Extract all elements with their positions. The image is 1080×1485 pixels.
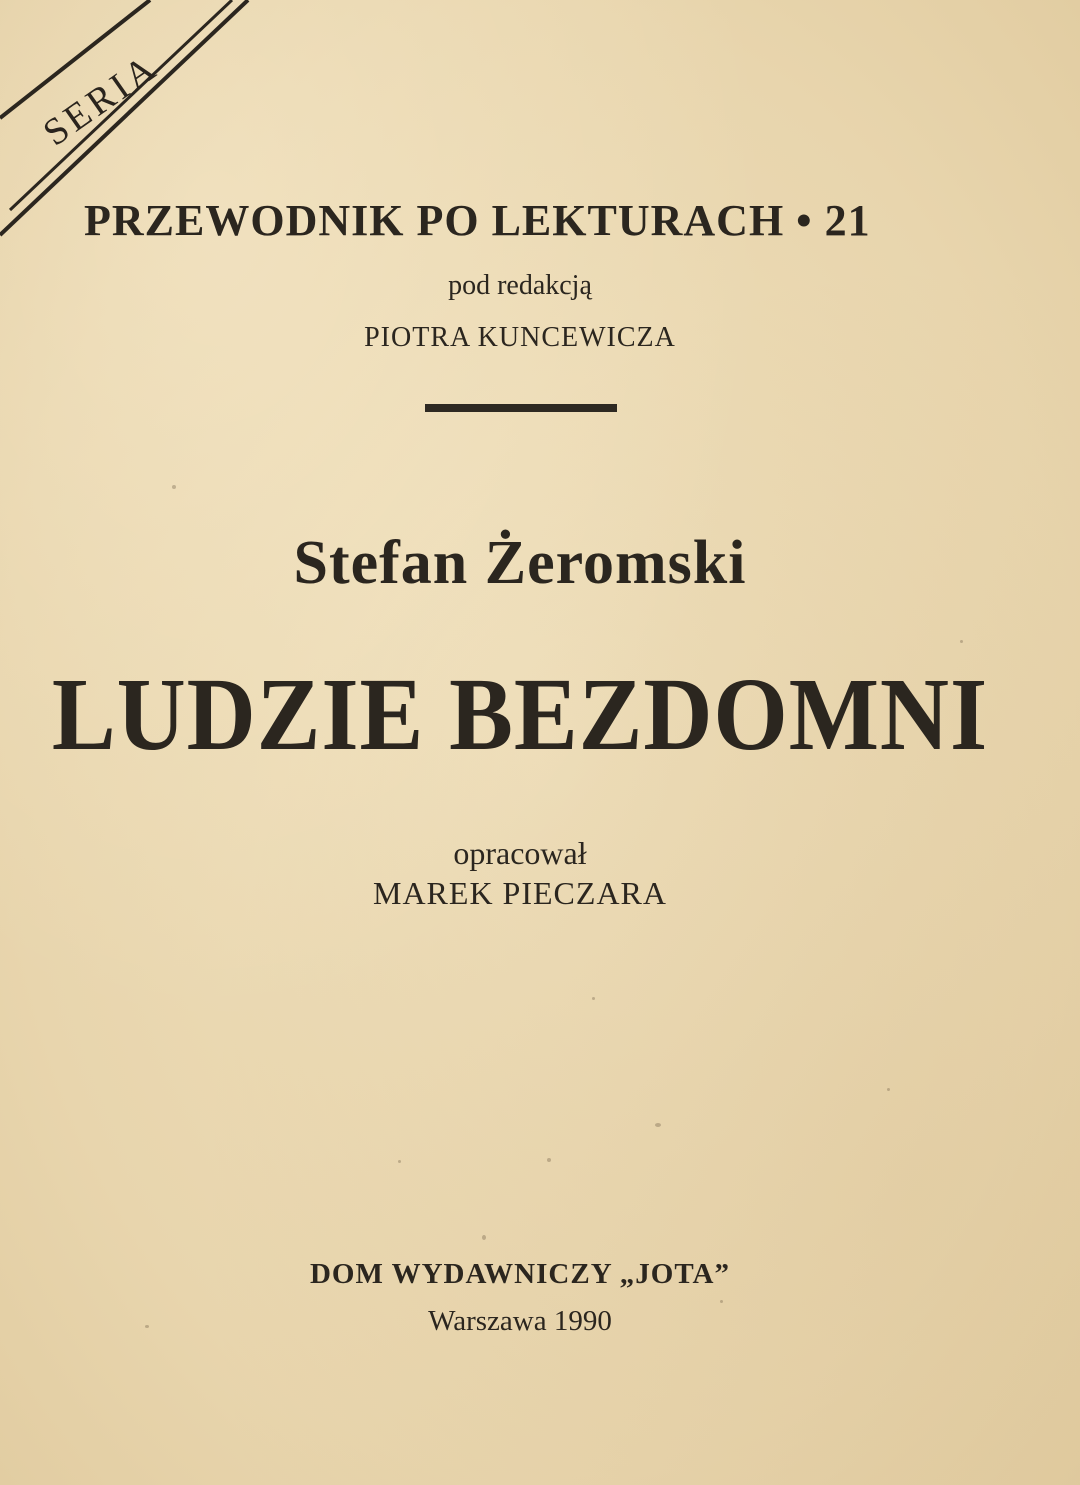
paper-speck bbox=[398, 1160, 401, 1163]
paper-speck bbox=[655, 1123, 661, 1127]
paper-speck bbox=[547, 1158, 551, 1162]
compiler-name: MAREK PIECZARA bbox=[372, 875, 667, 911]
paper-speck bbox=[720, 1300, 723, 1303]
paper-speck bbox=[887, 1088, 890, 1091]
series-title: PRZEWODNIK PO LEKTURACH • 21 bbox=[84, 196, 871, 245]
divider-rule bbox=[425, 404, 617, 412]
compiled-by-line: opracował bbox=[453, 835, 587, 871]
author-name: Stefan Żeromski bbox=[293, 529, 747, 597]
paper-speck bbox=[172, 485, 176, 489]
paper-speck bbox=[592, 997, 595, 1000]
book-title: LUDZIE BEZDOMNI bbox=[51, 657, 989, 772]
editor-name: PIOTRA KUNCEWICZA bbox=[364, 322, 676, 353]
editor-line: pod redakcją bbox=[448, 270, 592, 301]
series-ribbon-label: SERIA bbox=[35, 45, 167, 155]
place-year: Warszawa 1990 bbox=[428, 1305, 612, 1337]
paper-speck bbox=[960, 640, 963, 643]
publisher-name: DOM WYDAWNICZY „JOTA” bbox=[309, 1258, 731, 1290]
paper-speck bbox=[482, 1235, 486, 1240]
